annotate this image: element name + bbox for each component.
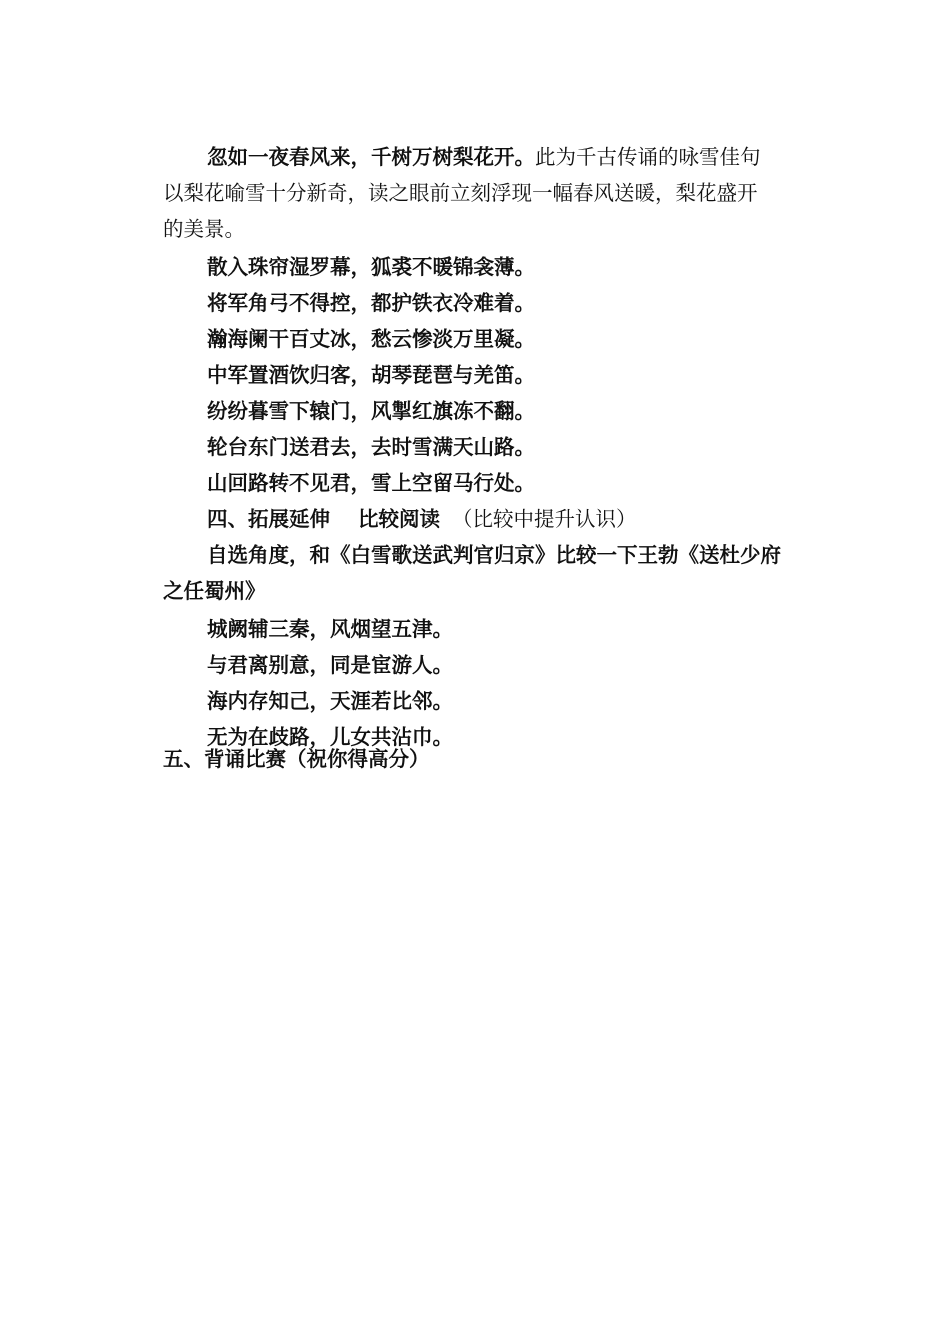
- poem2-line-4: 无为在歧路，儿女共沾巾。: [207, 725, 453, 749]
- poem1-line-1: 散入珠帘湿罗幕，狐裘不暖锦衾薄。: [207, 255, 535, 279]
- section4-note: （比较中提升认识）: [452, 507, 637, 531]
- section4-heading-line: [207, 505, 637, 533]
- intro-commentary: 此为千古传诵的咏雪佳句: [535, 145, 761, 169]
- poem2-line-3: 海内存知己，天涯若比邻。: [207, 689, 453, 713]
- poem1-line-2: 将军角弓不得控，都护铁衣冷难着。: [207, 291, 535, 315]
- intro-bold-lead: 忽如一夜春风来，千树万树梨花开。: [207, 145, 535, 169]
- section5-heading: 五、背诵比赛（祝你得高分）: [163, 747, 430, 771]
- poem1-line-6: 轮台东门送君去，去时雪满天山路。: [207, 435, 535, 459]
- intro-line-1: [207, 143, 761, 171]
- poem1-line-4: 中军置酒饮归客，胡琴琵琶与羌笛。: [207, 363, 535, 387]
- task-line-1: 自选角度，和《白雪歌送武判官归京》比较一下王勃《送杜少府: [207, 543, 781, 567]
- task-line-2: 之任蜀州》: [163, 579, 266, 603]
- poem2-line-2: 与君离别意，同是宦游人。: [207, 653, 453, 677]
- intro-line-2: 以梨花喻雪十分新奇，读之眼前立刻浮现一幅春风送暖，梨花盛开: [163, 181, 758, 205]
- section4-subheading: 比较阅读: [358, 507, 440, 531]
- poem2-line-1: 城阙辅三秦，风烟望五津。: [207, 617, 453, 641]
- section4-heading: 四、拓展延伸: [207, 507, 330, 531]
- intro-line-3: 的美景。: [163, 217, 245, 241]
- poem1-line-3: 瀚海阑干百丈冰，愁云惨淡万里凝。: [207, 327, 535, 351]
- poem1-line-5: 纷纷暮雪下辕门，风掣红旗冻不翻。: [207, 399, 535, 423]
- poem1-line-7: 山回路转不见君，雪上空留马行处。: [207, 471, 535, 495]
